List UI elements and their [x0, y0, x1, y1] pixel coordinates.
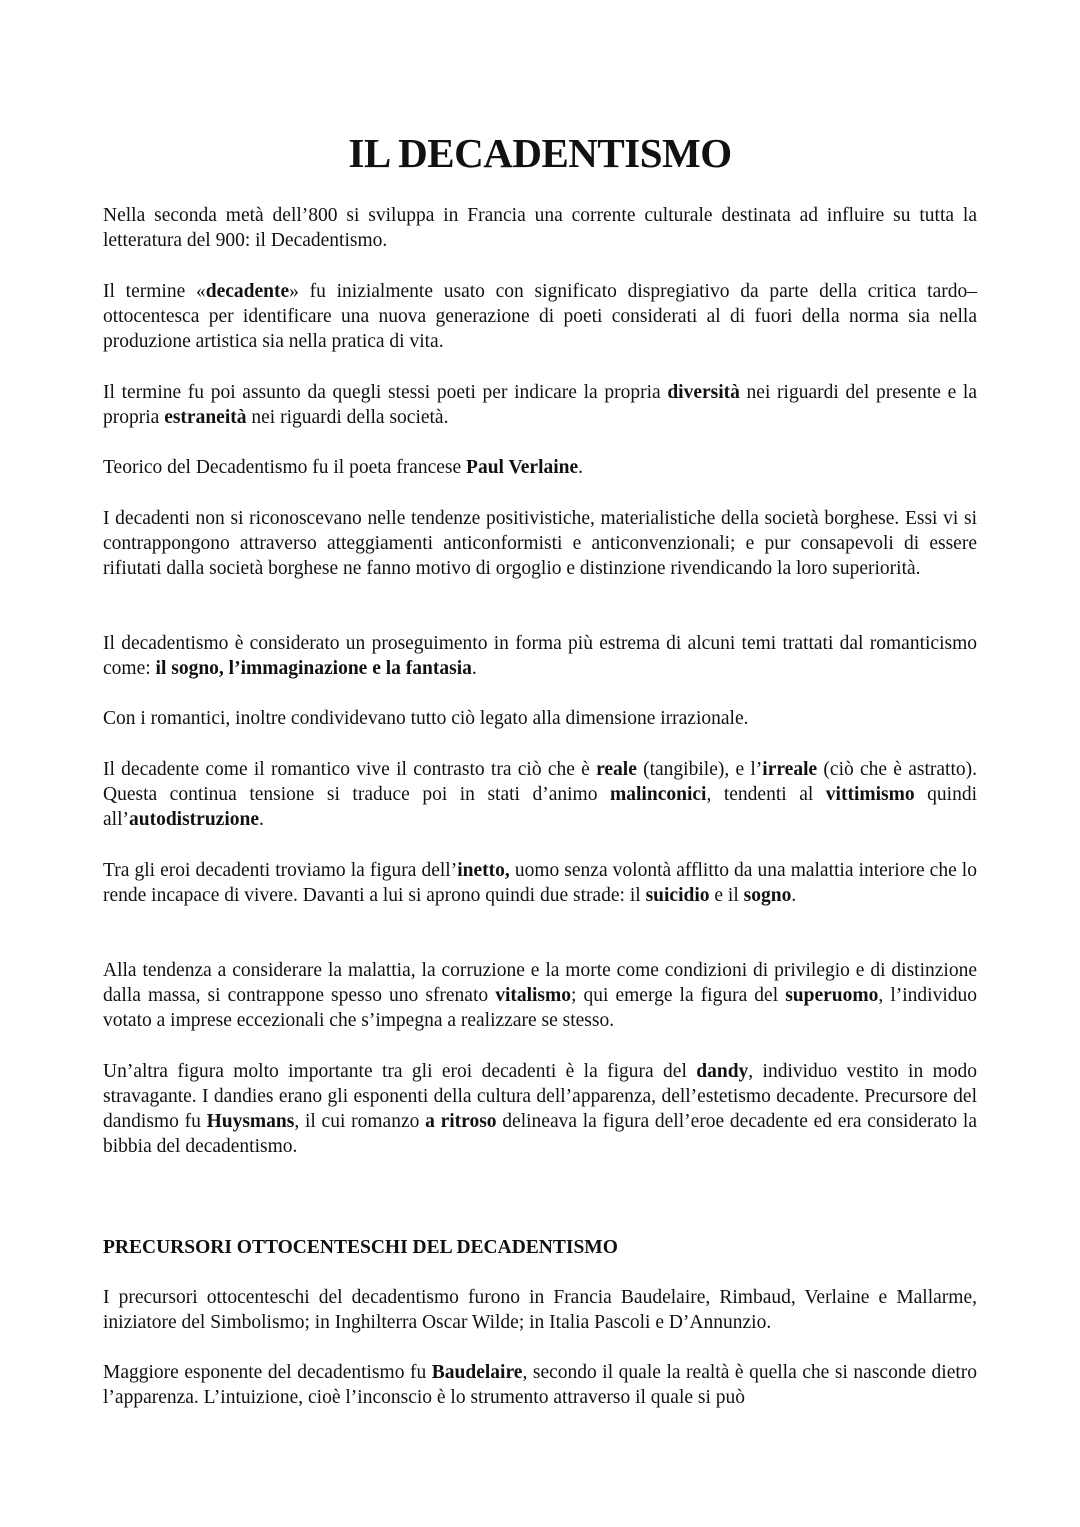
text-run: delineava la figura dell’eroe decadente ed era considerato la bibbia del decadentismo.: [103, 1111, 978, 1157]
text-run: , secondo il quale la realtà è quella che si nasconde dietro l’apparenza. L’intuizione, cioè l’inconscio è lo strumento attraverso il quale si può: [103, 1362, 978, 1408]
text-run: Il termine fu poi assunto da quegli stessi poeti per indicare la propria: [103, 382, 668, 403]
text-run: , l’individuo votato a imprese eccezionali che s’impegna a realizzare se stesso.: [103, 985, 977, 1031]
bold-text: inetto,: [457, 860, 510, 881]
bold-text: vittimismo: [825, 784, 915, 805]
bold-text: suicidio: [645, 885, 710, 906]
paragraph: [103, 1360, 977, 1410]
text-run: Con i romantici, inoltre condividevano tutto ciò legato alla dimensione irrazionale.: [103, 708, 749, 729]
bold-text: Huysmans: [206, 1111, 295, 1132]
bold-text: reale: [596, 759, 637, 780]
text-run: Tra gli eroi decadenti troviamo la figura dell’: [103, 860, 458, 881]
bold-text: autodistruzione: [128, 809, 259, 830]
text-run: e il: [709, 885, 744, 906]
paragraph: [103, 631, 977, 681]
paragraph: [103, 203, 977, 253]
text-run: ; qui emerge la figura del: [571, 985, 786, 1006]
text-run: (ciò che è astratto). Questa continua tensione si traduce poi in stati d’animo: [103, 759, 977, 805]
paragraph: [103, 506, 977, 581]
bold-text: Paul Verlaine: [466, 457, 579, 478]
bold-text: Baudelaire: [431, 1362, 523, 1383]
text-run: .: [578, 457, 584, 478]
bold-text: estraneità: [164, 407, 247, 428]
section-heading: PRECURSORI OTTOCENTESCHI DEL DECADENTISMO: [103, 1237, 618, 1258]
bold-text: dandy: [696, 1061, 749, 1082]
text-run: Maggiore esponente del decadentismo fu: [103, 1362, 432, 1383]
paragraph: [103, 706, 977, 731]
text-run: .: [791, 885, 797, 906]
bold-text: malinconici: [610, 784, 707, 805]
text-run: , il cui romanzo: [294, 1111, 426, 1132]
text-run: I precursori ottocenteschi del decadentismo furono in Francia Baudelaire, Rimbaud, Verlaine e Mallarme, iniziatore del Simbolismo; in Inghilterra Oscar Wilde; in Italia Pascoli e D’Annunzio.: [103, 1287, 977, 1333]
bold-text: vitalismo: [495, 985, 572, 1006]
text-run: .: [259, 809, 264, 830]
text-run: Un’altra figura molto importante tra gli eroi decadenti è la figura del: [103, 1061, 697, 1082]
bold-text: il sogno, l’immaginazione e la fantasia: [155, 658, 472, 679]
page-title: IL DECADENTISMO: [348, 130, 732, 176]
text-run: nei riguardi della società.: [246, 407, 449, 428]
paragraph: [103, 279, 977, 354]
bold-text: superuomo: [785, 985, 879, 1006]
paragraph: [103, 958, 977, 1033]
text-run: » fu inizialmente usato con significato dispregiativo da parte della critica tardo–ottocentesca per identificare una nuova generazione di poeti considerati al di fuori della norma sia nella produzione artistica sia nella pratica di vita.: [103, 281, 977, 352]
paragraph: [103, 380, 977, 430]
paragraph: [103, 1285, 977, 1335]
text-run: Nella seconda metà dell’800 si sviluppa in Francia una corrente culturale destinata ad influire su tutta la letteratura del 900: il Decadentismo.: [103, 205, 977, 251]
text-run: (tangibile), e l’: [636, 759, 763, 780]
bold-text: diversità: [667, 382, 740, 403]
text-run: .: [471, 658, 477, 679]
text-run: Il termine «: [103, 281, 206, 302]
text-run: Teorico del Decadentismo fu il poeta francese: [103, 457, 467, 478]
bold-text: decadente: [205, 281, 290, 302]
text-run: uomo senza volontà afflitto da una malattia interiore che lo rende incapace di vivere. Davanti a lui si aprono quindi due strade: il: [103, 860, 977, 906]
text-run: , individuo vestito in modo stravagante. I dandies erano gli esponenti della cultura dell’apparenza, dell’estetismo decadente. Precursore del dandismo fu: [103, 1061, 977, 1132]
text-run: quindi all’: [103, 784, 977, 830]
text-run: nei riguardi del presente e la propria: [103, 382, 977, 428]
paragraph: [103, 858, 977, 908]
paragraph: [103, 1059, 977, 1159]
bold-text: irreale: [762, 759, 818, 780]
text-run: Il decadente come il romantico vive il contrasto tra ciò che è: [103, 759, 597, 780]
text-run: Alla tendenza a considerare la malattia, la corruzione e la morte come condizioni di privilegio e di distinzione dalla massa, si contrappone spesso uno sfrenato: [103, 960, 977, 1006]
bold-text: sogno: [743, 885, 792, 906]
text-run: Il decadentismo è considerato un proseguimento in forma più estrema di alcuni temi trattati dal romanticismo come:: [103, 633, 977, 679]
text-run: I decadenti non si riconoscevano nelle tendenze positivistiche, materialistiche della società borghese. Essi vi si contrappongono attraverso atteggiamenti anticonformisti e anticonvenzionali; e pur consapevoli di essere rifiutati dalla società borghese ne fanno motivo di orgoglio e distinzione rivendicando la loro superiorità.: [103, 508, 977, 579]
text-run: , tendenti al: [706, 784, 826, 805]
paragraph: [103, 757, 977, 832]
paragraph: [103, 455, 977, 480]
bold-text: a ritroso: [425, 1111, 497, 1132]
